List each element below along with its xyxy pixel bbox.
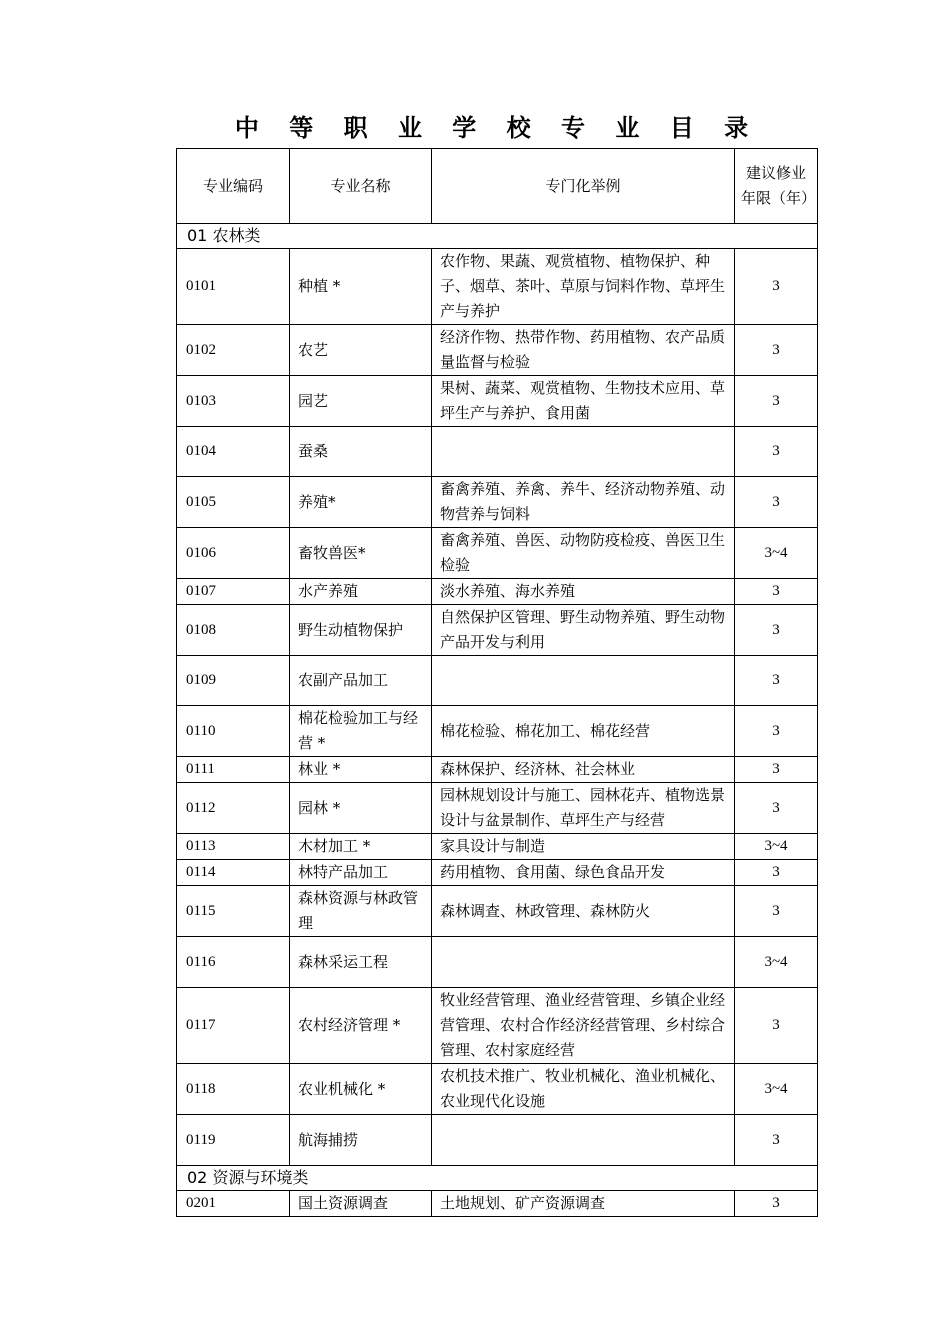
major-name-cell: 种植 * xyxy=(290,249,432,325)
header-code: 专业编码 xyxy=(177,149,290,224)
major-name-cell: 野生动植物保护 xyxy=(290,605,432,656)
major-code-cell: 0103 xyxy=(177,376,290,427)
years-cell: 3 xyxy=(735,1191,818,1217)
years-cell: 3 xyxy=(735,656,818,706)
category-row xyxy=(177,1166,818,1191)
specialization-cell: 畜禽养殖、兽医、动物防疫检疫、兽医卫生检验 xyxy=(432,528,735,579)
major-code-cell: 0109 xyxy=(177,656,290,706)
major-code-cell: 0101 xyxy=(177,249,290,325)
major-name-cell: 棉花检验加工与经营 * xyxy=(290,706,432,757)
table-row xyxy=(177,757,818,783)
major-name-cell: 国土资源调查 xyxy=(290,1191,432,1217)
major-code-cell: 0112 xyxy=(177,783,290,834)
table-row xyxy=(177,860,818,886)
years-cell: 3 xyxy=(735,988,818,1064)
years-cell: 3 xyxy=(735,757,818,783)
major-name-cell: 养殖* xyxy=(290,477,432,528)
table-row xyxy=(177,1115,818,1166)
major-code-cell: 0104 xyxy=(177,427,290,477)
specialization-cell: 药用植物、食用菌、绿色食品开发 xyxy=(432,860,735,886)
years-cell: 3 xyxy=(735,886,818,937)
major-code-cell: 0113 xyxy=(177,834,290,860)
major-code-cell: 0102 xyxy=(177,325,290,376)
years-cell: 3 xyxy=(735,427,818,477)
years-cell: 3 xyxy=(735,579,818,605)
specialization-cell: 淡水养殖、海水养殖 xyxy=(432,579,735,605)
specialization-cell: 家具设计与制造 xyxy=(432,834,735,860)
category-label: 01 农林类 xyxy=(177,224,818,249)
major-code-cell: 0201 xyxy=(177,1191,290,1217)
header-name: 专业名称 xyxy=(290,149,432,224)
major-code-cell: 0115 xyxy=(177,886,290,937)
table-row xyxy=(177,706,818,757)
specialization-cell xyxy=(432,1115,735,1166)
major-code-cell: 0107 xyxy=(177,579,290,605)
header-row xyxy=(177,149,818,224)
specialization-cell: 自然保护区管理、野生动物养殖、野生动物产品开发与利用 xyxy=(432,605,735,656)
table-row xyxy=(177,579,818,605)
major-code-cell: 0117 xyxy=(177,988,290,1064)
major-name-cell: 园林 * xyxy=(290,783,432,834)
major-code-cell: 0116 xyxy=(177,937,290,988)
specialization-cell: 棉花检验、棉花加工、棉花经营 xyxy=(432,706,735,757)
years-cell: 3 xyxy=(735,325,818,376)
years-cell: 3~4 xyxy=(735,834,818,860)
major-name-cell: 木材加工 * xyxy=(290,834,432,860)
major-name-cell: 林业 * xyxy=(290,757,432,783)
major-code-cell: 0111 xyxy=(177,757,290,783)
specialization-cell: 果树、蔬菜、观赏植物、生物技术应用、草坪生产与养护、食用菌 xyxy=(432,376,735,427)
table-row xyxy=(177,1191,818,1217)
specialization-cell: 森林调查、林政管理、森林防火 xyxy=(432,886,735,937)
table-row xyxy=(177,477,818,528)
specialization-cell: 牧业经营管理、渔业经营管理、乡镇企业经营管理、农村合作经济经营管理、乡村综合管理、农村家庭经营 xyxy=(432,988,735,1064)
specialization-cell: 农作物、果蔬、观赏植物、植物保护、种子、烟草、茶叶、草原与饲料作物、草坪生产与养护 xyxy=(432,249,735,325)
years-cell: 3 xyxy=(735,783,818,834)
specialization-cell: 园林规划设计与施工、园林花卉、植物选景设计与盆景制作、草坪生产与经营 xyxy=(432,783,735,834)
major-name-cell: 水产养殖 xyxy=(290,579,432,605)
table-row xyxy=(177,656,818,706)
years-cell: 3 xyxy=(735,860,818,886)
major-code-cell: 0106 xyxy=(177,528,290,579)
years-cell: 3 xyxy=(735,376,818,427)
major-name-cell: 航海捕捞 xyxy=(290,1115,432,1166)
specialization-cell: 农机技术推广、牧业机械化、渔业机械化、农业现代化设施 xyxy=(432,1064,735,1115)
major-code-cell: 0114 xyxy=(177,860,290,886)
major-code-cell: 0119 xyxy=(177,1115,290,1166)
page-title: 中 等 职 业 学 校 专 业 目 录 xyxy=(234,114,760,142)
table-row xyxy=(177,528,818,579)
years-cell: 3 xyxy=(735,249,818,325)
specialization-cell xyxy=(432,937,735,988)
header-specialization: 专门化举例 xyxy=(432,149,735,224)
years-cell: 3 xyxy=(735,706,818,757)
table-row xyxy=(177,937,818,988)
major-code-cell: 0118 xyxy=(177,1064,290,1115)
table-row xyxy=(177,605,818,656)
years-cell: 3~4 xyxy=(735,1064,818,1115)
table-row xyxy=(177,376,818,427)
major-name-cell: 农业机械化 * xyxy=(290,1064,432,1115)
specialization-cell: 经济作物、热带作物、药用植物、农产品质量监督与检验 xyxy=(432,325,735,376)
years-cell: 3~4 xyxy=(735,937,818,988)
table-row xyxy=(177,427,818,477)
table-row xyxy=(177,783,818,834)
major-name-cell: 农村经济管理 * xyxy=(290,988,432,1064)
specialization-cell: 畜禽养殖、养禽、养牛、经济动物养殖、动物营养与饲料 xyxy=(432,477,735,528)
table-row xyxy=(177,325,818,376)
major-catalog-table xyxy=(176,148,818,1217)
specialization-cell: 森林保护、经济林、社会林业 xyxy=(432,757,735,783)
major-name-cell: 森林资源与林政管理 xyxy=(290,886,432,937)
major-name-cell: 森林采运工程 xyxy=(290,937,432,988)
specialization-cell: 土地规划、矿产资源调查 xyxy=(432,1191,735,1217)
table-row xyxy=(177,988,818,1064)
major-code-cell: 0105 xyxy=(177,477,290,528)
category-label: 02 资源与环境类 xyxy=(177,1166,818,1191)
major-name-cell: 农艺 xyxy=(290,325,432,376)
major-name-cell: 农副产品加工 xyxy=(290,656,432,706)
specialization-cell xyxy=(432,656,735,706)
years-cell: 3~4 xyxy=(735,528,818,579)
table-row xyxy=(177,249,818,325)
header-years: 建议修业年限（年） xyxy=(735,149,818,224)
major-code-cell: 0108 xyxy=(177,605,290,656)
table-row xyxy=(177,886,818,937)
major-name-cell: 园艺 xyxy=(290,376,432,427)
major-code-cell: 0110 xyxy=(177,706,290,757)
major-name-cell: 蚕桑 xyxy=(290,427,432,477)
table-row xyxy=(177,1064,818,1115)
category-row xyxy=(177,224,818,249)
table-row xyxy=(177,834,818,860)
specialization-cell xyxy=(432,427,735,477)
years-cell: 3 xyxy=(735,1115,818,1166)
major-name-cell: 林特产品加工 xyxy=(290,860,432,886)
years-cell: 3 xyxy=(735,477,818,528)
major-name-cell: 畜牧兽医* xyxy=(290,528,432,579)
years-cell: 3 xyxy=(735,605,818,656)
